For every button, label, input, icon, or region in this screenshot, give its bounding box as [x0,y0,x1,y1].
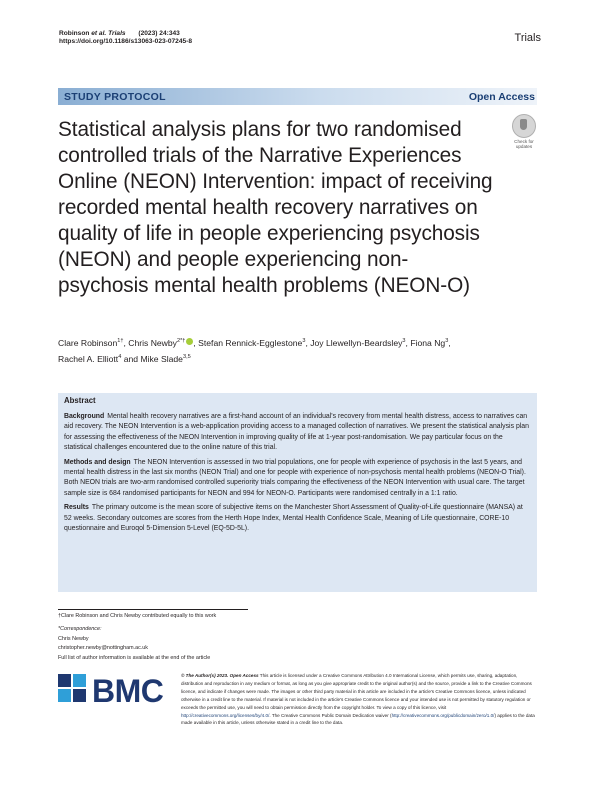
abstract-background [64,412,532,454]
background-text: Mental health recovery narratives are a first-hand account of an individual's recovery from mental health distress, access to narratives can aid recovery. The NEON Intervention is a web-application providing access to a managed collection of narratives. We present the statistical analysis plan for assessing the effectiveness of the NEON Intervention in improving quality of life at 1-year post-randomisation. We pay particular focus on the statistical challenges encountered due to the online nature of this trial. [64,413,529,452]
background-label: Background [64,413,105,420]
results-text: The primary outcome is the mean score of subjective items on the Manchester Short Assessment of Quality-of-Life questionnaire (MANSA) at 52 weeks. Secondary outcomes are scores from the Herth Hope Index, Mental Health Confidence Scale, Meaning of Life questionnaire, CORE-10 questionnaire and Euroqol 5-Dimension 5-Level (EQ-5D-5L). [64,504,523,533]
article-type-banner [58,88,537,105]
citation-journal: et al. Trials [91,30,126,37]
author-name: Mike Slade [140,353,183,364]
author-name: Clare Robinson [58,337,118,348]
crossmark-icon [512,114,536,138]
correspondence-label: *Correspondence: [58,626,102,633]
license-text-1: This article is licensed under a Creative Commons Attribution 4.0 International License, which permits use, sharing, adaptation, distribution and reproduction in any medium or format, as long as you give appropriate credit to the original author(s) and the source, provide a link to the Creative Commons licence, and indicate if changes were made. The images or other third party material in this article are included in the article's Creative Commons licence, unless indicated otherwise in a credit line to the material. If material is not included in the article's Creative Commons licence and your intended use is not permitted by statutory regulation or exceeds the permitted use, you will need to obtain permission directly from the copyright holder. To view a copy of this licence, visit [181,673,532,710]
crossmark-label-line2: updates [515,144,533,149]
open-access-notice: Open Access [229,673,259,678]
author-affiliation: 4 [118,353,122,360]
license-text-2: . The Creative Commons Public Domain Dedication waiver ( [269,712,392,718]
equal-contribution-note: †Clare Robinson and Chris Newby contributed equally to this work [58,613,217,619]
check-for-updates-badge[interactable] [509,114,539,150]
abstract-results [64,503,532,534]
journal-name: Trials [514,32,541,44]
author-affiliation: 3 [402,338,406,344]
author-affiliation: 1† [117,338,124,344]
article-type-label: STUDY PROTOCOL [64,91,166,103]
author-conjunction: and [121,353,141,364]
author-separator: , [405,337,411,348]
methods-text: The NEON Intervention is assessed in two trial populations, one for people with experience of psychosis in the last 5 years, and mental health distress in the last six months (NEON Trial) and one for people with experience of non-psychosis mental health problems (NEON-O Trial). Both NEON trials are two-arm randomised controlled superiority trials comparing the effectiveness of the NEON Intervention with usual care. The target sample size is 684 randomised participants for NEON and 994 for NEON-O. Participants were randomised centrally in a 1:1 ratio. [64,458,526,497]
results-label: Results [64,504,89,512]
author-name: Chris Newby [128,337,177,348]
footnote-divider [58,609,248,610]
author-name: Rachel A. Elliott [58,353,119,364]
author-info-note: Full list of author information is available at the end of the article [58,654,211,661]
public-domain-link[interactable]: http://creativecommons.org/publicdomain/zero/1.0/ [391,712,495,718]
citation-year-pages: (2023) 24:343 [138,30,180,37]
author-name: Fiona Ng [410,337,446,348]
license-link[interactable]: http://creativecommons.org/licenses/by/4.0/ [181,712,270,718]
citation-author: Robinson [59,30,92,37]
crossmark-label-line1: Check for [514,139,534,144]
author-affiliation: 3 [302,338,306,344]
author-affiliation: 2*† [176,338,186,344]
author-separator: , [193,337,199,348]
copyright-notice: © The Author(s) 2023. [181,673,229,678]
abstract-heading: Abstract [64,396,96,405]
correspondence-name: Chris Newby [58,635,89,642]
bmc-logo [58,672,170,716]
author-name: Stefan Rennick-Egglestone [198,337,303,348]
bmc-logo-mark [58,674,88,714]
methods-label: Methods and design [64,458,131,466]
author-list: Clare Robinson$^{1\dagger}$, Chris Newby$^{2*\dagger}$ , Stefan Rennick-Egglestone$^3$, Joy Llewellyn-Beardsley$^3$, Fiona Ng$^3$, Rachel A. Elliott$^4$ and Mike Slade$^{3,5}$ [58,337,451,364]
footnotes [58,612,298,663]
author-separator: , [123,337,129,348]
correspondence-email[interactable]: christopher.newby@nottingham.ac.uk [58,645,148,652]
abstract-box [58,393,537,592]
crossmark-label [509,139,539,149]
abstract-methods [64,458,532,500]
open-access-label: Open Access [468,91,535,103]
license-text-3: ) applies to the data made available in this article, unless otherwise stated in a credit line to the data. [181,712,535,726]
author-affiliation: 3,5 [182,353,191,360]
doi-link[interactable]: https://doi.org/10.1186/s13063-023-07245-8 [59,38,193,46]
author-affiliation: 3 [445,338,449,344]
citation-line [59,30,192,38]
running-header [59,30,192,47]
article-title: Statistical analysis plans for two randomised controlled trials of the Narrative Experiences Online (NEON) Intervention: impact of receiving recorded mental health recovery narratives on quality of life in people experiencing psychosis (NEON) and people experiencing non-psychosis mental health problems (NEON-O) [58,118,493,297]
license-statement [181,672,536,727]
author-name: Joy Llewellyn-Beardsley [310,337,403,348]
author-separator: , [305,337,311,348]
bmc-logo-text: BMC [92,673,164,709]
abstract-body [64,412,532,538]
